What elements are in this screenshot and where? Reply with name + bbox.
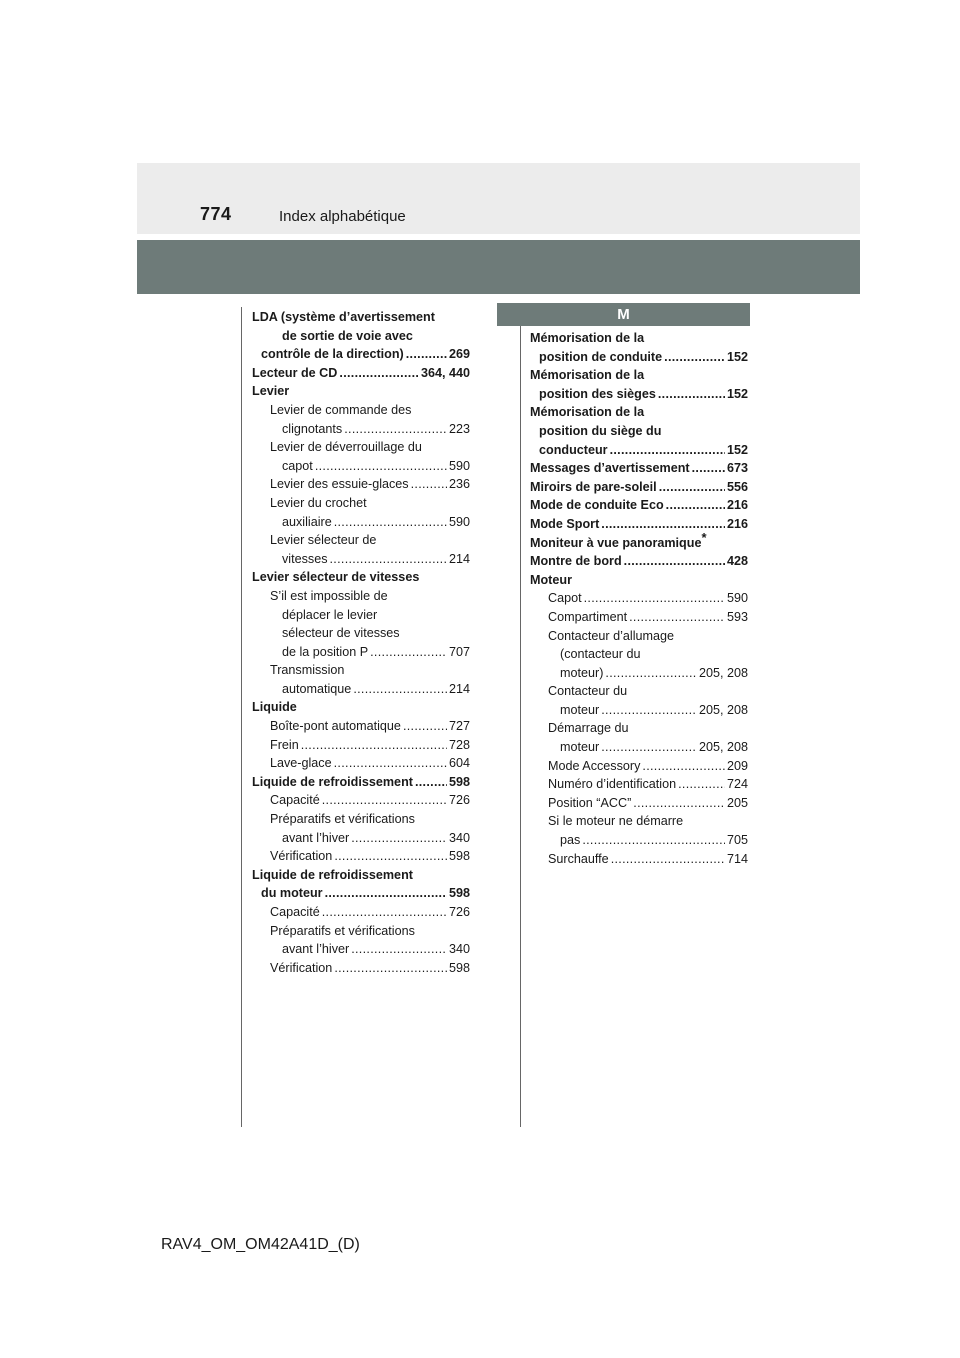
index-entry xyxy=(252,940,470,959)
index-entry xyxy=(252,866,470,885)
index-entry xyxy=(252,698,470,717)
index-entry-label: position des sièges xyxy=(539,386,656,401)
dot-leader xyxy=(601,701,697,720)
index-entry xyxy=(530,719,748,738)
index-entry xyxy=(530,627,748,646)
index-entry xyxy=(530,850,748,869)
index-entry-page: 598 xyxy=(448,849,470,864)
index-entry xyxy=(252,457,470,476)
index-entry-label: position de conduite xyxy=(539,349,663,364)
index-entry-label: Surchauffe xyxy=(548,851,609,866)
index-entry xyxy=(252,475,470,494)
index-entry-page: 223 xyxy=(448,421,470,436)
index-entry xyxy=(252,903,470,922)
dot-leader xyxy=(406,345,447,364)
index-entry xyxy=(252,680,470,699)
dot-leader xyxy=(301,736,447,755)
index-entry-label: Levier des essuie-glaces xyxy=(270,477,409,492)
index-entry xyxy=(252,959,470,978)
index-entry-label: Levier de commande des xyxy=(270,402,412,417)
index-entry xyxy=(252,513,470,532)
index-entry xyxy=(530,422,748,441)
index-entry-page: 593 xyxy=(726,609,748,624)
index-entry xyxy=(252,791,470,810)
index-entry xyxy=(252,438,470,457)
dot-leader xyxy=(351,829,447,848)
index-entry-label: position du siège du xyxy=(539,423,662,438)
index-entry-page: 714 xyxy=(726,851,748,866)
index-entry-page: 728 xyxy=(448,737,470,752)
index-entry-label: Lecteur de CD xyxy=(252,365,338,380)
index-entry-label: du moteur xyxy=(261,886,323,901)
index-entry-label: vitesses xyxy=(282,551,328,566)
dot-leader xyxy=(322,903,447,922)
index-entry xyxy=(530,329,748,348)
dot-leader xyxy=(658,385,725,404)
index-entry xyxy=(252,550,470,569)
index-entry xyxy=(530,478,748,497)
index-entry xyxy=(530,682,748,701)
index-entry-page: 205, 208 xyxy=(698,740,748,755)
index-entry xyxy=(530,831,748,850)
index-entry-page: 707 xyxy=(448,644,470,659)
index-entry-label: Mémorisation de la xyxy=(530,368,645,383)
index-entry-label: Si le moteur ne démarre xyxy=(548,814,684,829)
header-band xyxy=(137,163,860,234)
index-entry-label: avant l’hiver xyxy=(282,830,350,845)
index-entry xyxy=(530,366,748,385)
index-entry-label: déplacer le levier xyxy=(282,607,378,622)
dot-leader xyxy=(678,775,725,794)
index-entry-page: 152 xyxy=(726,442,748,457)
footnote-star: * xyxy=(701,529,707,545)
index-entry xyxy=(252,829,470,848)
index-entry-page: 205, 208 xyxy=(698,702,748,717)
index-entry-label: Levier xyxy=(252,384,290,399)
section-title: Index alphabétique xyxy=(279,208,406,225)
index-entry-label: Liquide de refroidissement xyxy=(252,867,413,882)
index-entry xyxy=(530,664,748,683)
index-entry-page: 604 xyxy=(448,756,470,771)
index-entry xyxy=(252,587,470,606)
index-entry xyxy=(252,847,470,866)
dot-leader xyxy=(633,794,725,813)
index-entry-label: Levier du crochet xyxy=(270,495,367,510)
index-entry xyxy=(252,717,470,736)
index-entry xyxy=(530,571,748,590)
index-entry xyxy=(252,736,470,755)
dot-leader xyxy=(611,850,725,869)
index-entry-label: Capacité xyxy=(270,905,320,919)
index-entry xyxy=(530,459,748,478)
index-entry-page: 726 xyxy=(448,905,470,919)
index-entry xyxy=(530,529,748,553)
index-entry xyxy=(530,348,748,367)
dot-leader xyxy=(610,441,725,460)
index-entry xyxy=(530,441,748,460)
index-entry-page: 209 xyxy=(726,758,748,773)
dot-leader xyxy=(692,459,725,478)
index-entry-label: Contacteur d’allumage xyxy=(548,628,675,643)
index-entry xyxy=(530,738,748,757)
index-entry xyxy=(252,624,470,643)
index-entry xyxy=(530,552,748,571)
index-entry-page: 556 xyxy=(726,479,748,494)
column-divider-middle xyxy=(520,307,521,1127)
index-entry-label: Contacteur du xyxy=(548,684,628,699)
dot-leader xyxy=(411,475,447,494)
index-entry xyxy=(252,661,470,680)
index-entry-label: conducteur xyxy=(539,442,608,457)
index-entry-label: LDA (système d’avertissement xyxy=(252,310,435,324)
index-entry-label: Préparatifs et vérifications xyxy=(270,923,415,938)
dot-leader xyxy=(370,643,447,662)
index-entry-page: 216 xyxy=(726,516,748,531)
index-entry-label: Lave-glace xyxy=(270,756,332,771)
index-entry-label: Frein xyxy=(270,737,299,752)
index-entry-label: Moniteur à vue panoramique xyxy=(530,535,702,550)
index-entry-label: Liquide de refroidissement xyxy=(252,774,413,789)
dot-leader xyxy=(334,754,447,773)
index-entry-label: Levier sélecteur de xyxy=(270,533,377,548)
index-entry xyxy=(252,531,470,550)
index-entry xyxy=(252,420,470,439)
index-entry-label: moteur) xyxy=(560,665,604,680)
dot-leader xyxy=(325,884,447,903)
dot-leader xyxy=(339,364,419,383)
header-dark-band xyxy=(137,240,860,294)
index-entry-label: Mode Accessory xyxy=(548,758,641,773)
index-entry-label: Compartiment xyxy=(548,609,628,624)
index-entry-label: moteur xyxy=(560,702,600,717)
index-entry xyxy=(252,327,470,346)
index-entry-label: Levier sélecteur de vitesses xyxy=(252,570,420,585)
index-entry-label: moteur xyxy=(560,740,600,755)
index-entry-page: 152 xyxy=(726,349,748,364)
dot-leader xyxy=(601,738,697,757)
index-entry xyxy=(530,812,748,831)
dot-leader xyxy=(629,608,725,627)
page-number: 774 xyxy=(200,204,232,224)
index-entry-page: 590 xyxy=(726,591,748,606)
index-entry-page: 428 xyxy=(726,554,748,569)
dot-leader xyxy=(334,847,447,866)
index-entry-page: 236 xyxy=(448,477,470,492)
index-entry xyxy=(252,810,470,829)
index-entry xyxy=(530,645,748,664)
index-entry xyxy=(252,643,470,662)
index-entry-page: 598 xyxy=(448,960,470,975)
index-entry-page: 598 xyxy=(448,774,470,789)
column-divider-left xyxy=(241,307,242,1127)
index-entry xyxy=(252,606,470,625)
index-entry-page: 205 xyxy=(726,795,748,810)
index-entry-label: avant l’hiver xyxy=(282,942,350,957)
index-entry-page: 364, 440 xyxy=(420,365,470,380)
index-entry xyxy=(530,608,748,627)
index-entry-label: Capot xyxy=(548,591,582,606)
index-entry xyxy=(252,754,470,773)
index-entry xyxy=(252,922,470,941)
dot-leader xyxy=(351,940,447,959)
index-entry xyxy=(530,589,748,608)
index-entry xyxy=(252,884,470,903)
document-code: RAV4_OM_OM42A41D_(D) xyxy=(161,1236,360,1253)
index-entry xyxy=(530,794,748,813)
index-entry-label: Mode Sport xyxy=(530,516,600,531)
index-entry xyxy=(530,757,748,776)
index-entry xyxy=(252,494,470,513)
dot-leader xyxy=(415,773,447,792)
index-entry xyxy=(252,401,470,420)
dot-leader xyxy=(315,457,447,476)
index-entry xyxy=(530,385,748,404)
index-entry-label: S’il est impossible de xyxy=(270,588,388,603)
dot-leader xyxy=(353,680,447,699)
dot-leader xyxy=(664,348,725,367)
index-entry-page: 724 xyxy=(726,777,748,792)
index-entry-page: 590 xyxy=(448,458,470,473)
index-column-left xyxy=(252,308,470,977)
index-entry-label: Montre de bord xyxy=(530,554,622,569)
index-entry-label: Vérification xyxy=(270,849,333,864)
index-entry-label: Transmission xyxy=(270,663,345,678)
index-entry-label: Position “ACC” xyxy=(548,795,632,810)
index-entry xyxy=(530,496,748,515)
dot-leader xyxy=(659,478,725,497)
index-entry-label: Préparatifs et vérifications xyxy=(270,812,415,827)
dot-leader xyxy=(403,717,447,736)
index-entry-label: Messages d’avertissement xyxy=(530,461,690,476)
index-entry-label: de la position P xyxy=(282,644,369,659)
index-entry-label: (contacteur du xyxy=(560,647,641,662)
index-entry-page: 726 xyxy=(448,793,470,808)
index-entry-page: 205, 208 xyxy=(698,665,748,680)
dot-leader xyxy=(330,550,447,569)
index-entry xyxy=(252,345,470,364)
index-entry-label: automatique xyxy=(282,681,352,696)
index-entry-label: Mode de conduite Eco xyxy=(530,498,664,513)
index-entry-page: 269 xyxy=(448,347,470,362)
index-entry-label: capot xyxy=(282,458,313,473)
index-entry-label: Démarrage du xyxy=(548,721,629,736)
index-entry-page: 214 xyxy=(448,681,470,696)
index-entry xyxy=(252,382,470,401)
index-entry-page: 598 xyxy=(448,886,470,901)
index-entry-label: Vérification xyxy=(270,960,333,975)
index-entry-label: Moteur xyxy=(530,572,572,587)
dot-leader xyxy=(334,513,447,532)
index-entry-page: 340 xyxy=(448,830,470,845)
index-entry-label: Boîte-pont automatique xyxy=(270,719,401,734)
dot-leader xyxy=(642,757,725,776)
index-entry xyxy=(252,308,470,327)
index-entry-page: 590 xyxy=(448,514,470,529)
index-entry-label: de sortie de voie avec xyxy=(282,328,413,343)
dot-leader xyxy=(334,959,447,978)
dot-leader xyxy=(582,831,725,850)
index-entry-label: Numéro d’identification xyxy=(548,777,677,792)
index-entry-label: auxiliaire xyxy=(282,514,332,529)
index-entry xyxy=(252,568,470,587)
index-entry-label: Levier de déverrouillage du xyxy=(270,440,422,455)
index-entry-label: contrôle de la direction) xyxy=(261,347,404,362)
index-entry-page: 216 xyxy=(726,498,748,513)
index-entry-label: Miroirs de pare-soleil xyxy=(530,479,657,494)
dot-leader xyxy=(624,552,725,571)
index-entry xyxy=(530,403,748,422)
index-entry-page: 673 xyxy=(726,461,748,476)
index-entry xyxy=(530,515,748,534)
index-entry-page: 340 xyxy=(448,942,470,957)
index-entry-label: Mémorisation de la xyxy=(530,331,645,345)
index-entry xyxy=(530,701,748,720)
dot-leader xyxy=(322,791,447,810)
index-entry-label: pas xyxy=(560,833,581,848)
index-entry-label: clignotants xyxy=(282,421,343,436)
index-entry-page: 152 xyxy=(726,386,748,401)
dot-leader xyxy=(605,664,697,683)
dot-leader xyxy=(344,420,447,439)
index-entry-label: Capacité xyxy=(270,793,320,808)
dot-leader xyxy=(584,589,725,608)
index-entry-page: 214 xyxy=(448,551,470,566)
dot-leader xyxy=(666,496,725,515)
index-entry-page: 727 xyxy=(448,719,470,734)
index-entry-label: Mémorisation de la xyxy=(530,405,645,420)
index-entry-label: sélecteur de vitesses xyxy=(282,626,400,641)
index-entry xyxy=(252,773,470,792)
index-entry-label: Liquide xyxy=(252,700,297,715)
index-entry xyxy=(252,364,470,383)
index-entry xyxy=(530,775,748,794)
section-letter-heading: M xyxy=(497,303,750,326)
index-entry-page: 705 xyxy=(726,833,748,848)
index-column-right xyxy=(530,329,748,868)
